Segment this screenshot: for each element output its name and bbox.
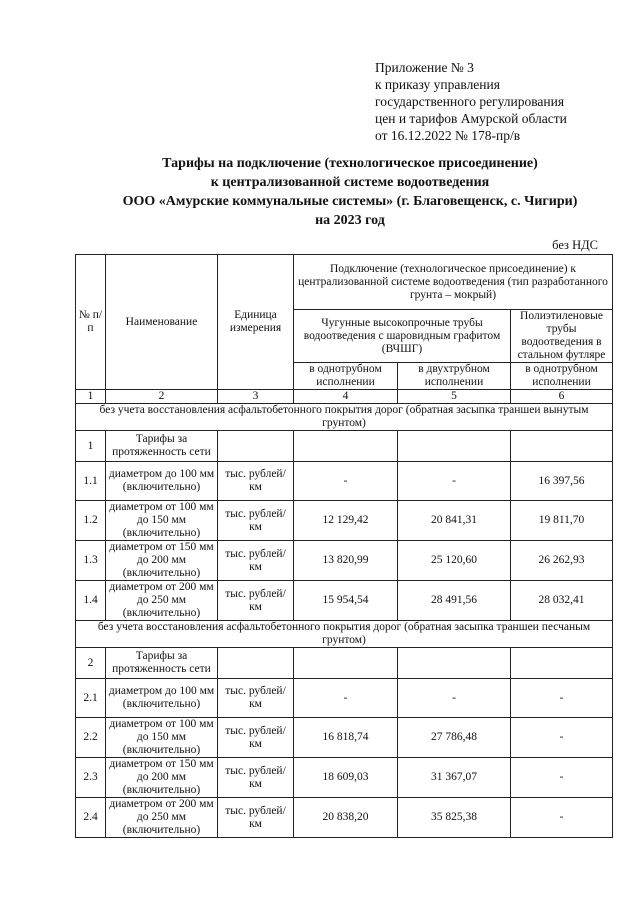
group-num: 2 [76,648,106,679]
header-num: № п/п [76,255,106,390]
row-num: 1.3 [76,541,106,581]
row-value-double: 31 367,07 [398,758,511,798]
row-num: 1.4 [76,581,106,621]
empty-cell [218,648,294,679]
empty-cell [398,431,511,462]
header-connection: Подключение (технологическое присоединение) к централизованной системе водоотведения (тип разработанного грунта – мокрый) [294,255,613,310]
row-unit: тыс. рублей/км [218,501,294,541]
document-title [70,154,630,230]
empty-cell [218,431,294,462]
table-row [76,462,613,501]
col-number: 2 [106,390,218,404]
row-name: диаметром от 150 мм до 200 мм (включительно) [106,541,218,581]
row-value-single: - [294,679,398,718]
group-row [76,648,613,679]
row-unit: тыс. рублей/км [218,718,294,758]
section-heading-row [76,621,613,648]
row-value-pe: - [511,679,613,718]
empty-cell [511,648,613,679]
appendix-line: от 16.12.2022 № 178-пр/в [375,128,521,143]
appendix-line: Приложение № 3 [375,60,474,75]
row-name: диаметром от 200 мм до 250 мм (включительно) [106,581,218,621]
title-line: к централизованной системе водоотведения [210,175,490,190]
group-name: Тарифы за протяженность сети [106,648,218,679]
header-polyethylene: Полиэтиленовые трубы водоотведения в стальном футляре [511,310,613,363]
row-num: 2.1 [76,679,106,718]
row-value-single: - [294,462,398,501]
row-unit: тыс. рублей/км [218,581,294,621]
row-name: диаметром от 150 мм до 200 мм (включительно) [106,758,218,798]
section-heading-row [76,404,613,431]
col-number: 6 [511,390,613,404]
row-num: 1.2 [76,501,106,541]
row-value-double: 20 841,31 [398,501,511,541]
col-number: 3 [218,390,294,404]
row-value-pe: - [511,798,613,838]
appendix-line: к приказу управления [375,77,500,92]
appendix-reference [375,59,567,144]
row-value-single: 20 838,20 [294,798,398,838]
row-name: диаметром от 200 мм до 250 мм (включительно) [106,798,218,838]
group-row [76,431,613,462]
header-double-pipe: в двухтрубном исполнении [398,363,511,390]
row-value-double: 28 491,56 [398,581,511,621]
header-name: Наименование [106,255,218,390]
row-value-pe: 26 262,93 [511,541,613,581]
col-number: 4 [294,390,398,404]
appendix-line: цен и тарифов Амурской области [375,111,567,126]
group-num: 1 [76,431,106,462]
row-name: диаметром до 100 мм (включительно) [106,679,218,718]
row-num: 2.4 [76,798,106,838]
row-unit: тыс. рублей/км [218,541,294,581]
table-row [76,581,613,621]
row-num: 2.2 [76,718,106,758]
row-num: 2.3 [76,758,106,798]
empty-cell [294,648,398,679]
row-name: диаметром от 100 мм до 150 мм (включительно) [106,718,218,758]
row-unit: тыс. рублей/км [218,758,294,798]
row-value-single: 13 820,99 [294,541,398,581]
empty-cell [294,431,398,462]
table-row [76,798,613,838]
title-line: Тарифы на подключение (технологическое присоединение) [162,156,538,171]
row-name: диаметром от 100 мм до 150 мм (включительно) [106,501,218,541]
empty-cell [511,431,613,462]
table-row [76,501,613,541]
row-unit: тыс. рублей/км [218,462,294,501]
row-value-single: 12 129,42 [294,501,398,541]
table-row [76,679,613,718]
row-value-double: 25 120,60 [398,541,511,581]
group-name: Тарифы за протяженность сети [106,431,218,462]
row-name: диаметром до 100 мм (включительно) [106,462,218,501]
row-value-double: - [398,462,511,501]
row-value-pe: - [511,718,613,758]
header-single-pipe-pe: в однотрубном исполнении [511,363,613,390]
section-heading: без учета восстановления асфальтобетонного покрытия дорог (обратная засыпка траншеи вынутым грунтом) [76,404,613,431]
row-value-double: 35 825,38 [398,798,511,838]
empty-cell [398,648,511,679]
row-value-single: 18 609,03 [294,758,398,798]
tariffs-table [75,254,613,838]
row-value-double: 27 786,48 [398,718,511,758]
table-row [76,541,613,581]
header-unit: Единица измерения [218,255,294,390]
col-number: 5 [398,390,511,404]
title-line: на 2023 год [315,213,385,228]
row-value-pe: 19 811,70 [511,501,613,541]
header-cast-iron: Чугунные высокопрочные трубы водоотведения с шаровидным графитом (ВЧШГ) [294,310,511,363]
row-unit: тыс. рублей/км [218,679,294,718]
row-value-pe: 28 032,41 [511,581,613,621]
table-row [76,718,613,758]
row-value-single: 15 954,54 [294,581,398,621]
row-unit: тыс. рублей/км [218,798,294,838]
row-num: 1.1 [76,462,106,501]
title-line: ООО «Амурские коммунальные системы» (г. Благовещенск, с. Чигири) [122,194,578,209]
row-value-double: - [398,679,511,718]
section-heading: без учета восстановления асфальтобетонного покрытия дорог (обратная засыпка траншеи песчаным грунтом) [76,621,613,648]
appendix-line: государственного регулирования [375,94,565,109]
row-value-pe: - [511,758,613,798]
header-single-pipe: в однотрубном исполнении [294,363,398,390]
vat-note: без НДС [552,238,598,252]
row-value-pe: 16 397,56 [511,462,613,501]
row-value-single: 16 818,74 [294,718,398,758]
col-number: 1 [76,390,106,404]
table-row [76,758,613,798]
